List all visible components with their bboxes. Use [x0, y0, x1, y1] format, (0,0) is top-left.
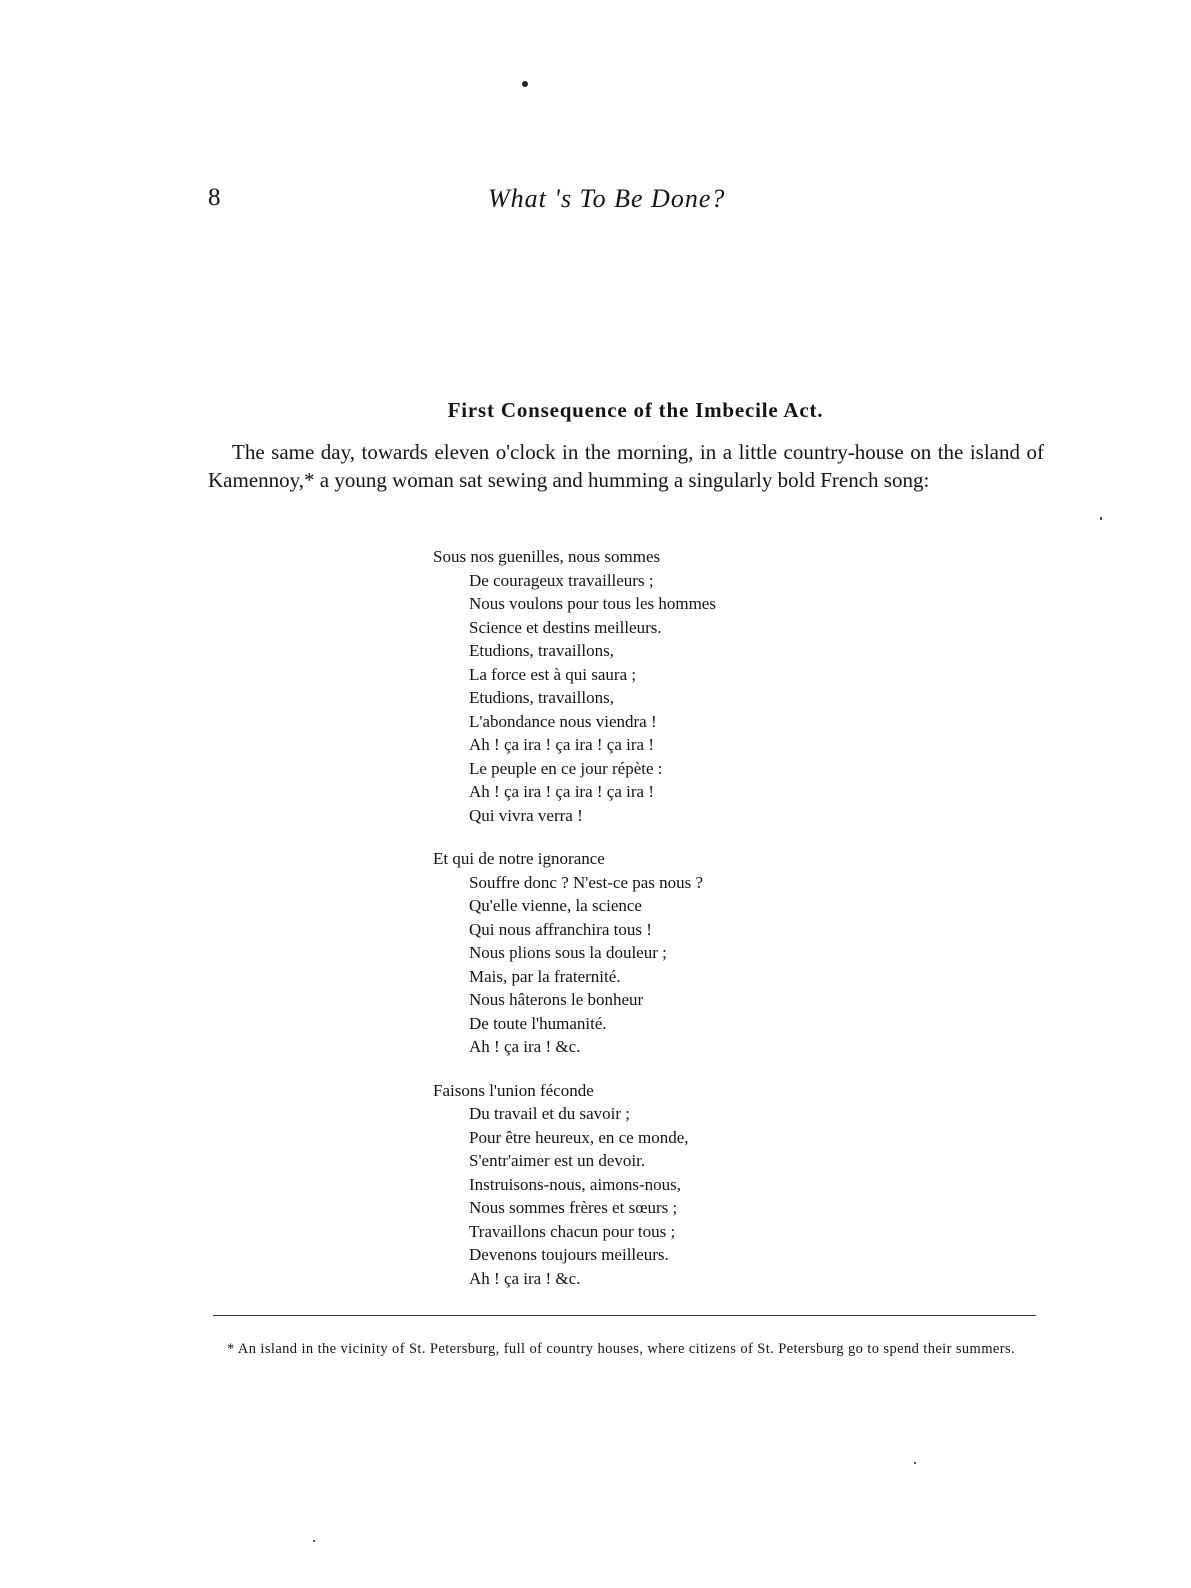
ink-speck: [313, 1540, 315, 1542]
song-line: De toute l'humanité.: [469, 1013, 607, 1033]
song-line: Ah ! ça ira ! ça ira ! ça ira !: [469, 735, 654, 754]
song-line: Le peuple en ce jour répète :: [469, 758, 663, 778]
song-line: Nous sommes frères et sœurs ;: [469, 1198, 678, 1217]
song-line: Instruisons-nous, aimons-nous,: [469, 1174, 682, 1194]
song-line: Travaillons chacun pour tous ;: [469, 1221, 676, 1241]
song-line: Nous voulons pour tous les hommes: [469, 594, 716, 613]
song-line: Ah ! ça ira ! ça ira ! ça ira !: [469, 782, 654, 801]
stanza-3: [433, 1079, 893, 1291]
song-line: Qu'elle vienne, la science: [469, 896, 642, 915]
song-line: Du travail et du savoir ;: [469, 1104, 630, 1123]
running-title: What 's To Be Done?: [488, 184, 726, 213]
stanza-1: [433, 545, 893, 827]
song-line: Faisons l'union féconde: [433, 1080, 594, 1100]
ink-speck: [914, 1462, 916, 1464]
song-line: Mais, par la fraternité.: [469, 966, 621, 986]
footnote-divider: [213, 1315, 1036, 1316]
song-line: L'abondance nous viendra !: [469, 711, 657, 731]
stanza-2: [433, 847, 893, 1059]
song-line: Pour être heureux, en ce monde,: [469, 1127, 689, 1147]
footnote: * An island in the vicinity of St. Petersburg, full of country houses, where citizens of St. Petersburg go to spend their summers.: [227, 1341, 1016, 1357]
page-header: [0, 184, 1191, 224]
song-line: Souffre donc ? N'est-ce pas nous ?: [469, 872, 704, 892]
song-line: La force est à qui saura ;: [469, 664, 637, 684]
page-number: 8: [208, 184, 221, 211]
chapter-heading: First Consequence of the Imbecile Act.: [447, 398, 824, 422]
song-line: Ah ! ça ira ! &c.: [469, 1268, 581, 1288]
song-line: Nous hâterons le bonheur: [469, 990, 644, 1009]
song-line: Ah ! ça ira ! &c.: [469, 1037, 581, 1056]
song-line: Etudions, travaillons,: [469, 641, 614, 660]
song-line: S'entr'aimer est un devoir.: [469, 1151, 646, 1170]
song-line: Etudions, travaillons,: [469, 688, 614, 707]
ink-speck: [1100, 517, 1102, 520]
song-line: Sous nos guenilles, nous sommes: [433, 547, 661, 566]
ink-speck: [522, 81, 528, 87]
song-line: Science et destins meilleurs.: [469, 617, 662, 637]
song-line: Devenons toujours meilleurs.: [469, 1245, 669, 1264]
song-line: Qui nous affranchira tous !: [469, 919, 652, 939]
song-line: De courageux travailleurs ;: [469, 570, 654, 590]
song-line: Nous plions sous la douleur ;: [469, 943, 667, 962]
song-line: Qui vivra verra !: [469, 805, 583, 825]
song-line: Et qui de notre ignorance: [433, 849, 605, 868]
song-verse: [433, 545, 893, 1310]
intro-paragraph: The same day, towards eleven o'clock in the morning, in a little country-house on the island of Kamennoy,* a young woman sat sewing and humming a singularly bold French song:: [208, 440, 1044, 492]
